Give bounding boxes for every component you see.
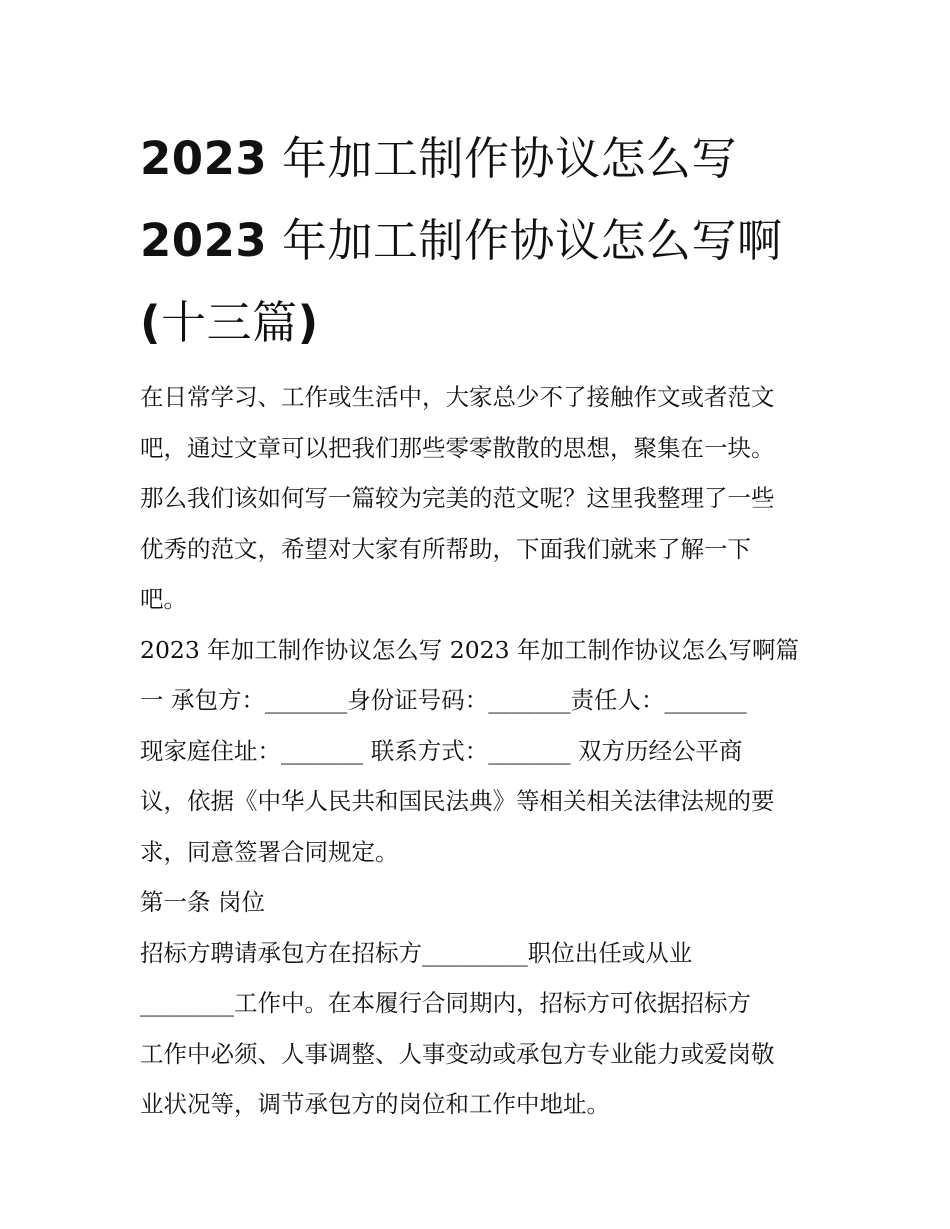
body-line: 优秀的范文，希望对大家有所帮助，下面我们就来了解一下 — [140, 534, 751, 563]
section-heading: 第一条 岗位 — [140, 888, 265, 916]
body-line: 议，依据《中华人民共和国民法典》等相关相关法律法规的要 — [140, 787, 775, 815]
title-year: 2023 — [140, 132, 268, 185]
title-line-1 — [140, 118, 820, 200]
title-close-paren: ) — [297, 296, 319, 349]
document-page — [140, 118, 820, 1130]
body-line: 工作中必须、人事调整、人事变动或承包方专业能力或爱岗敬 — [140, 1039, 775, 1068]
body-line: 吧。 — [140, 585, 187, 613]
document-body — [140, 372, 820, 1130]
title-text: 十三篇 — [161, 296, 298, 349]
title-text: 年加工制作协议怎么写 — [267, 132, 738, 185]
body-line: 一 承包方：_______身份证号码：_______责任人：_______ — [140, 686, 747, 714]
body-line: 业状况等，调节承包方的岗位和工作中地址。 — [140, 1090, 610, 1118]
title-line-3 — [140, 282, 820, 364]
body-line: 现家庭住址：_______ 联系方式：_______ 双方历经公平商 — [140, 736, 743, 765]
body-line: 吧，通过文章可以把我们那些零零散散的思想，聚集在一块。 — [140, 433, 775, 462]
title-line-2 — [140, 200, 820, 282]
body-line: 那么我们该如何写一篇较为完美的范文呢？这里我整理了一些 — [140, 484, 775, 512]
body-line: ________工作中。在本履行合同期内，招标方可依据招标方 — [140, 989, 751, 1017]
title-text: 年加工制作协议怎么写啊 — [267, 214, 783, 267]
body-line: 招标方聘请承包方在招标方_________职位出任或从业 — [140, 938, 693, 967]
body-line: 2023 年加工制作协议怎么写 2023 年加工制作协议怎么写啊篇 — [140, 635, 800, 664]
body-line: 求，同意签署合同规定。 — [140, 837, 399, 866]
document-title — [140, 118, 820, 364]
title-year: 2023 — [140, 214, 268, 267]
title-open-paren: ( — [140, 296, 162, 349]
body-line: 在日常学习、工作或生活中，大家总少不了接触作文或者范文 — [140, 383, 775, 411]
